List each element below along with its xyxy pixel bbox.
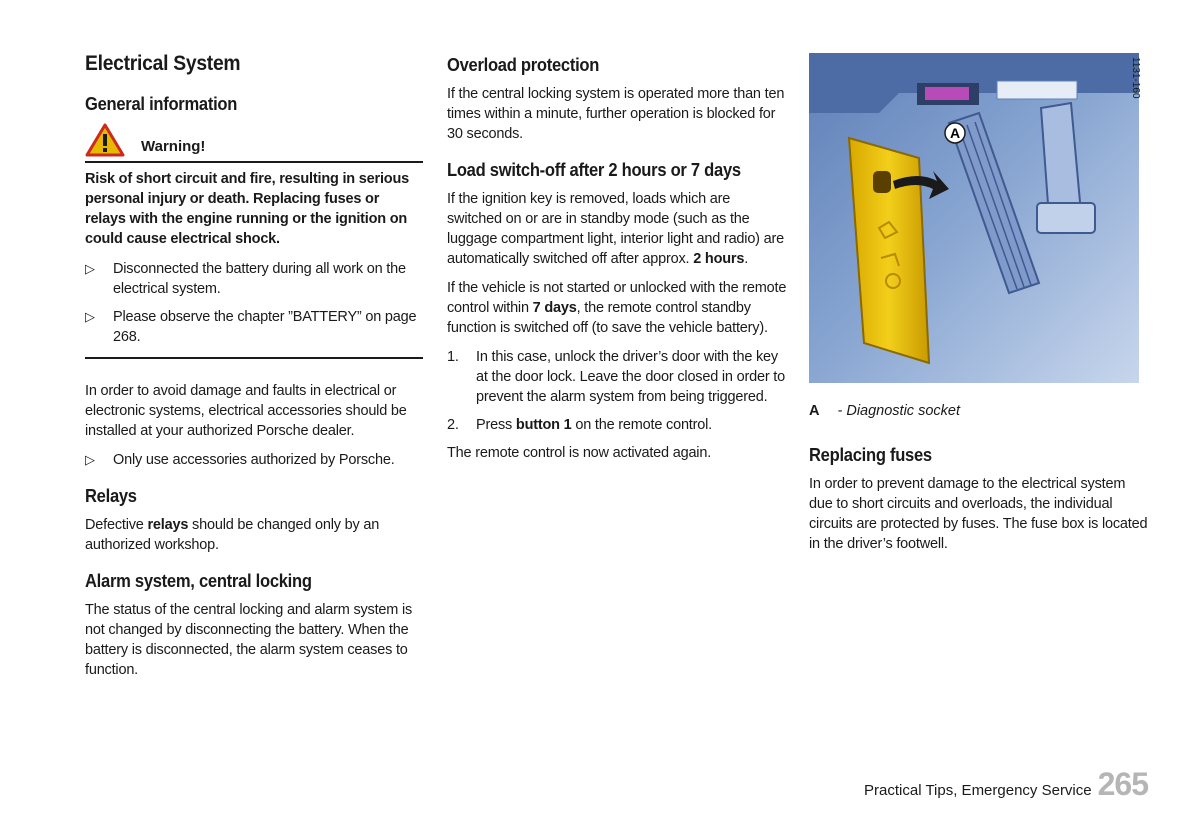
step-item: 2. Press button 1 on the remote control. [447,417,712,433]
column-right [809,50,1149,570]
column-left [85,50,423,696]
load-heading: Load switch-off after 2 hours or 7 days [447,160,741,180]
load-text-1: If the ignition key is removed, loads which are switched on or are in standby mode (such as the luggage compartment light, interior light and radio) are automatically switched off after approx. 2 hours. [447,191,784,267]
load-section [447,160,787,463]
footwell-diagnostic-socket-image [809,53,1139,383]
caption-letter: A [809,403,820,419]
caption-text: - Diagnostic socket [837,403,960,419]
warning-header [85,123,423,163]
list-item: ▷ Disconnected the battery during all work on the electrical system. [85,261,406,297]
list-item: ▷ Please observe the chapter ”BATTERY” on page 268. [85,309,417,345]
page-footer [864,766,1148,803]
steps-list [447,347,787,435]
column-middle [447,50,787,479]
general-section [85,94,423,470]
alarm-text: The status of the central locking and alarm system is not changed by disconnecting the battery. When the battery is disconnected, the alarm system ceases to function. [85,602,413,678]
after-steps-text: The remote control is now activated again. [447,445,712,461]
accessories-bullets [85,450,423,470]
footer-section-title: Practical Tips, Emergency Service [864,782,1092,799]
page-number: 265 [1097,766,1148,802]
overload-text: If the central locking system is operated more than ten times within a minute, further operation is blocked for 30 seconds. [447,86,785,142]
warning-text: Risk of short circuit and fire, resulting in serious personal injury or death. Replacing fuses or relays with the engine running or the ignition on could cause electrical shock. [85,171,409,247]
relays-section [85,486,423,555]
triangle-bullet-icon: ▷ [85,261,95,276]
fuses-text: In order to prevent damage to the electrical system due to short circuits and overloads, the individual circuits are protected by fuses. The fuse box is located in the driver’s footwell. [809,476,1148,552]
load-text-2: If the vehicle is not started or unlocked with the remote control within 7 days, the remote control standby function is switched off (to save the vehicle battery). [447,280,787,336]
list-item: ▷ Only use accessories authorized by Porsche. [85,452,395,468]
fuses-heading: Replacing fuses [809,445,932,465]
accessories-text: In order to avoid damage and faults in electrical or electronic systems, electrical accessories should be installed at your authorized Porsche dealer. [85,383,407,439]
general-heading: General information [85,94,238,114]
page-title: Electrical System [85,52,241,75]
alarm-section [85,571,423,680]
image-marker-label: A [949,125,961,141]
triangle-bullet-icon: ▷ [85,309,95,324]
step-item: 1. In this case, unlock the driver’s door with the key at the door lock. Leave the door closed in order to prevent the alarm system from being triggered. [447,349,785,405]
warning-triangle-icon [85,123,125,157]
overload-heading: Overload protection [447,55,600,75]
fuses-section [809,445,1149,554]
relays-heading: Relays [85,486,137,506]
warning-label: Warning! [141,138,206,155]
warning-divider [85,357,423,359]
triangle-bullet-icon: ▷ [85,452,95,467]
alarm-heading: Alarm system, central locking [85,571,312,591]
relays-text: Defective relays should be changed only by an authorized workshop. [85,517,380,553]
image-code: 1131-160 [1130,57,1141,99]
image-caption [809,403,1149,419]
overload-section [447,55,787,144]
warning-bullets [85,259,423,347]
